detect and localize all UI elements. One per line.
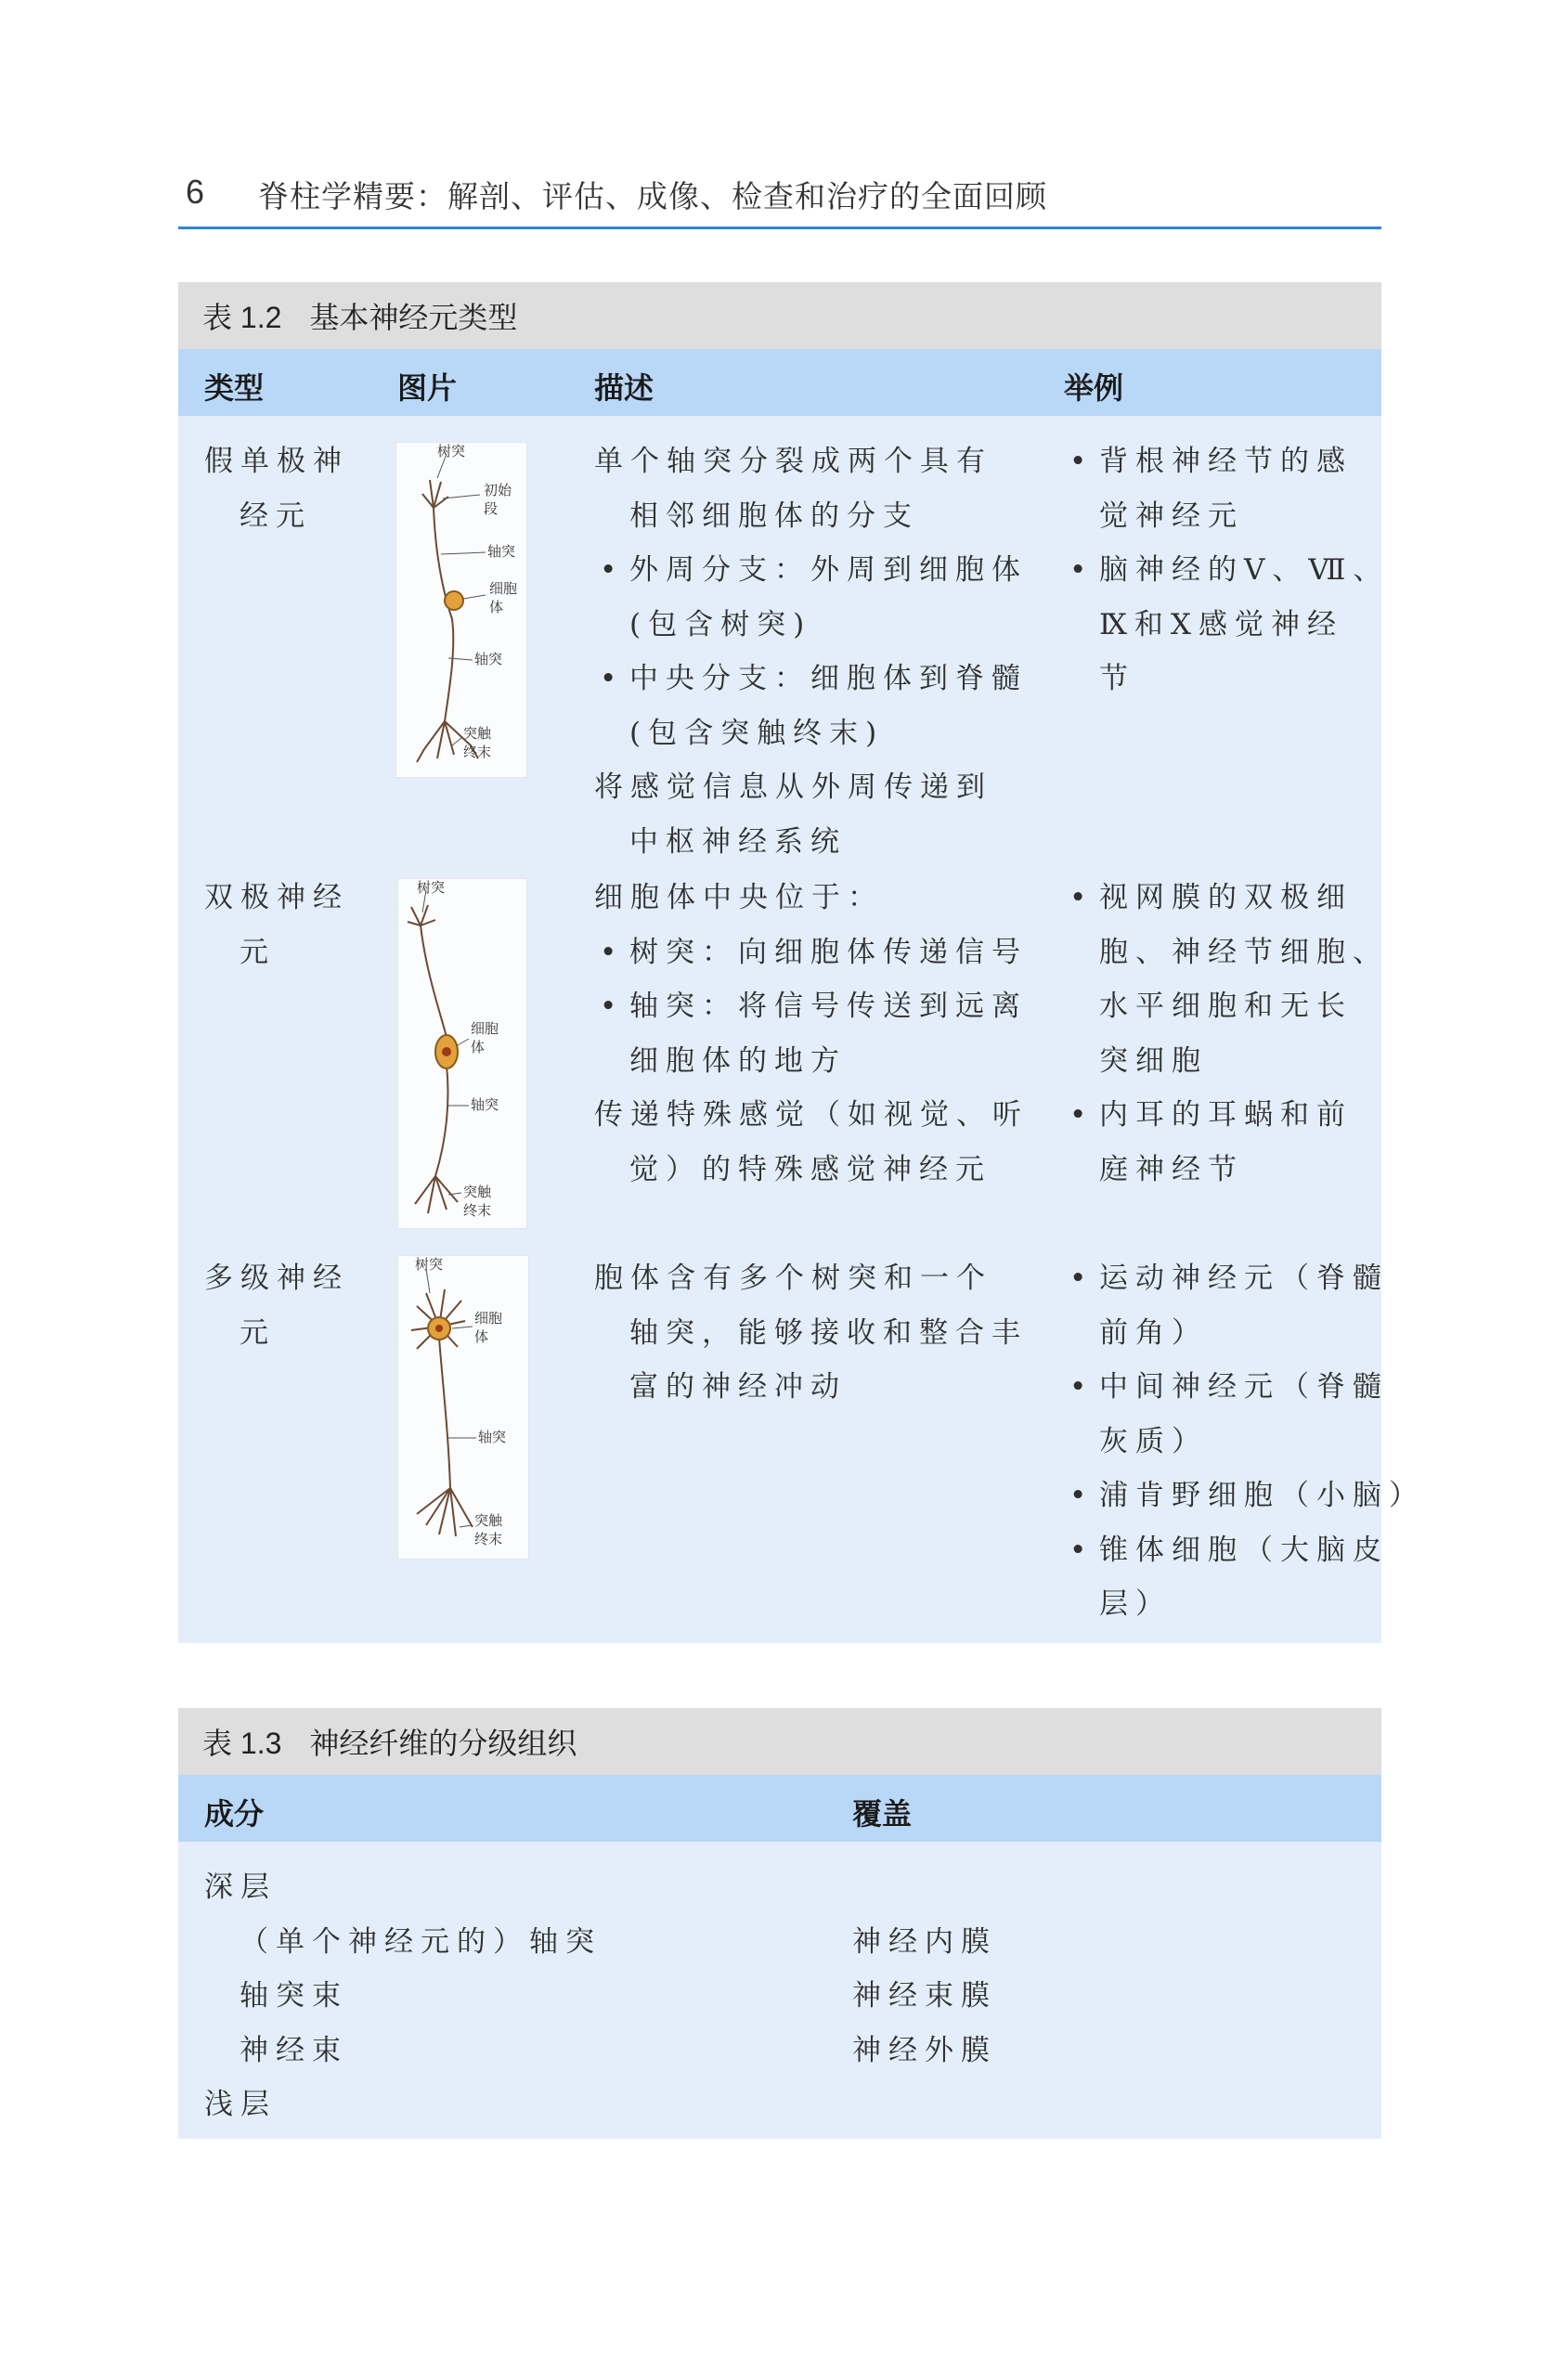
text-line: 突细胞 bbox=[1099, 1043, 1208, 1078]
label-dendrite: 树突 bbox=[437, 443, 466, 460]
text-line: 节 bbox=[1099, 662, 1135, 695]
text-line: 单个轴突分裂成两个具有 bbox=[594, 445, 992, 478]
text-line: 胞、神经节细胞、 bbox=[1099, 935, 1389, 969]
table-row bbox=[178, 421, 1390, 859]
component-superficial: 浅层 bbox=[204, 2088, 277, 2121]
bullet-line: • 树突：向细胞体传递信号 bbox=[594, 926, 1029, 980]
table-title: 神经纤维的分级组织 bbox=[309, 1726, 577, 1761]
bullet-line: • 轴突：将信号传送到远离 bbox=[594, 979, 1029, 1034]
table-row bbox=[178, 1238, 1425, 1643]
book-title: 脊柱学精要：解剖、评估、成像、检查和治疗的全面回顾 bbox=[258, 178, 1047, 214]
label-terminal: 终末 bbox=[463, 1202, 492, 1219]
type-line: 双极神经 bbox=[204, 881, 349, 914]
component-axon: （单个神经元的）轴突 bbox=[240, 1924, 602, 1959]
cell-examples bbox=[1064, 1251, 1425, 1632]
text-line: 前角） bbox=[1099, 1315, 1208, 1350]
text-line: 觉神经元 bbox=[1099, 498, 1244, 533]
label-axon: 轴突 bbox=[487, 543, 516, 560]
component-nerve-bundle: 神经束 bbox=[240, 2033, 348, 2067]
type-line: 多级神经 bbox=[204, 1262, 349, 1295]
text-line: 灰质） bbox=[1099, 1424, 1208, 1458]
type-line: 元 bbox=[240, 1315, 276, 1350]
text-line: 富的神经冲动 bbox=[629, 1370, 847, 1404]
text-line: 中枢神经系统 bbox=[629, 824, 847, 859]
cell-components bbox=[204, 1860, 602, 2132]
text-line: (包含树突) bbox=[629, 607, 812, 641]
text-line: 轴突，能够接收和整合丰 bbox=[629, 1315, 1028, 1350]
label-axon: 轴突 bbox=[471, 1096, 499, 1113]
text-line: (包含突触终末) bbox=[629, 716, 885, 750]
cell-type bbox=[204, 1251, 349, 1360]
text-line: 觉）的特殊感觉神经元 bbox=[629, 1152, 991, 1186]
table-basic-neuron-types bbox=[178, 282, 1425, 1643]
label-synaptic: 突触 bbox=[463, 1184, 492, 1200]
table-nerve-fiber-organization bbox=[178, 1708, 1381, 2139]
bullet-line: • 中央分支：细胞体到脊髓 bbox=[594, 652, 1028, 706]
multipolar-neuron-illustration bbox=[397, 1255, 529, 1560]
label-cell-body: 细胞 bbox=[489, 580, 518, 597]
pseudounipolar-neuron-illustration bbox=[395, 442, 527, 778]
text-line: 传递特殊感觉（如视觉、听 bbox=[594, 1098, 1029, 1132]
cell-examples bbox=[1064, 871, 1389, 1197]
text-line: 将感觉信息从外周传递到 bbox=[594, 770, 992, 804]
table-title: 基本神经元类型 bbox=[309, 300, 518, 335]
covering-perineurium: 神经束膜 bbox=[852, 1979, 997, 2013]
label-synaptic: 突触 bbox=[474, 1512, 503, 1529]
label-cell-body: 细胞 bbox=[471, 1020, 499, 1037]
bullet-line: • 内耳的耳蜗和前 bbox=[1064, 1088, 1389, 1143]
component-fascicle: 轴突束 bbox=[240, 1979, 348, 2013]
bullet-line: • 背根神经节的感 bbox=[1064, 434, 1389, 489]
text-line: 细胞体的地方 bbox=[629, 1043, 847, 1078]
label-dendrite: 树突 bbox=[417, 879, 446, 896]
text-line: 胞体含有多个树突和一个 bbox=[594, 1262, 992, 1295]
text-line: 层） bbox=[1099, 1587, 1172, 1621]
bullet-line: • 浦肯野细胞（小脑） bbox=[1064, 1469, 1425, 1523]
label-axon-2: 轴突 bbox=[474, 651, 503, 667]
label-terminal: 终末 bbox=[463, 744, 492, 760]
covering-epineurium: 神经外膜 bbox=[852, 2033, 997, 2067]
table-caption bbox=[178, 282, 1381, 349]
column-header-type: 类型 bbox=[204, 370, 265, 406]
text-line: 细胞体中央位于： bbox=[594, 881, 884, 914]
cell-coverings bbox=[852, 1860, 997, 2078]
table-header-row bbox=[178, 1775, 1381, 1842]
label-initial-segment: 初始 bbox=[484, 482, 512, 498]
component-deep: 深层 bbox=[204, 1871, 277, 1904]
bullet-line: • 运动神经元（脊髓 bbox=[1064, 1251, 1425, 1306]
column-header-image: 图片 bbox=[397, 370, 458, 406]
cell-description bbox=[594, 871, 1029, 1197]
bipolar-neuron-illustration bbox=[397, 878, 527, 1229]
text-line: 相邻细胞体的分支 bbox=[629, 498, 919, 533]
cell-description bbox=[594, 1251, 1028, 1415]
covering-endoneurium: 神经内膜 bbox=[852, 1924, 997, 1959]
table-header-row bbox=[178, 349, 1381, 416]
label-initial-segment-2: 段 bbox=[484, 500, 499, 517]
table-caption bbox=[178, 1708, 1381, 1775]
cell-examples bbox=[1064, 434, 1389, 706]
column-header-component: 成分 bbox=[204, 1796, 265, 1832]
bullet-line: • 脑神经的Ⅴ、Ⅶ、 bbox=[1064, 543, 1389, 598]
text-line: Ⅸ和Ⅹ感觉神经 bbox=[1099, 607, 1343, 641]
label-cell-body-2: 体 bbox=[471, 1039, 486, 1055]
column-header-example: 举例 bbox=[1064, 370, 1124, 406]
bullet-line: • 锥体细胞（大脑皮 bbox=[1064, 1523, 1425, 1578]
label-axon: 轴突 bbox=[478, 1429, 507, 1445]
column-header-description: 描述 bbox=[594, 370, 654, 406]
label-cell-body: 细胞 bbox=[474, 1310, 503, 1327]
type-line: 经元 bbox=[240, 498, 312, 533]
bullet-line: • 外周分支：外周到细胞体 bbox=[594, 543, 1028, 598]
table-number: 表 1.2 bbox=[202, 301, 282, 334]
text-line: 庭神经节 bbox=[1099, 1152, 1244, 1186]
page-number: 6 bbox=[186, 173, 205, 211]
covering-empty bbox=[852, 1860, 997, 1915]
table-number: 表 1.3 bbox=[202, 1727, 282, 1760]
label-synaptic: 突触 bbox=[463, 725, 492, 742]
label-cell-body-2: 体 bbox=[489, 599, 504, 615]
page-header bbox=[178, 163, 1381, 229]
bullet-line: • 中间神经元（脊髓 bbox=[1064, 1360, 1425, 1415]
label-terminal: 终末 bbox=[474, 1531, 503, 1547]
label-cell-body-2: 体 bbox=[474, 1328, 489, 1345]
type-line: 假单极神 bbox=[204, 445, 349, 478]
cell-description bbox=[594, 434, 1028, 869]
table-row bbox=[178, 858, 1389, 1238]
cell-type bbox=[204, 434, 349, 543]
bullet-line: • 视网膜的双极细 bbox=[1064, 871, 1389, 926]
type-line: 元 bbox=[240, 935, 276, 969]
column-header-covering: 覆盖 bbox=[852, 1796, 913, 1832]
cell-type bbox=[204, 871, 349, 979]
text-line: 水平细胞和无长 bbox=[1099, 990, 1353, 1023]
label-dendrite: 树突 bbox=[415, 1256, 444, 1273]
